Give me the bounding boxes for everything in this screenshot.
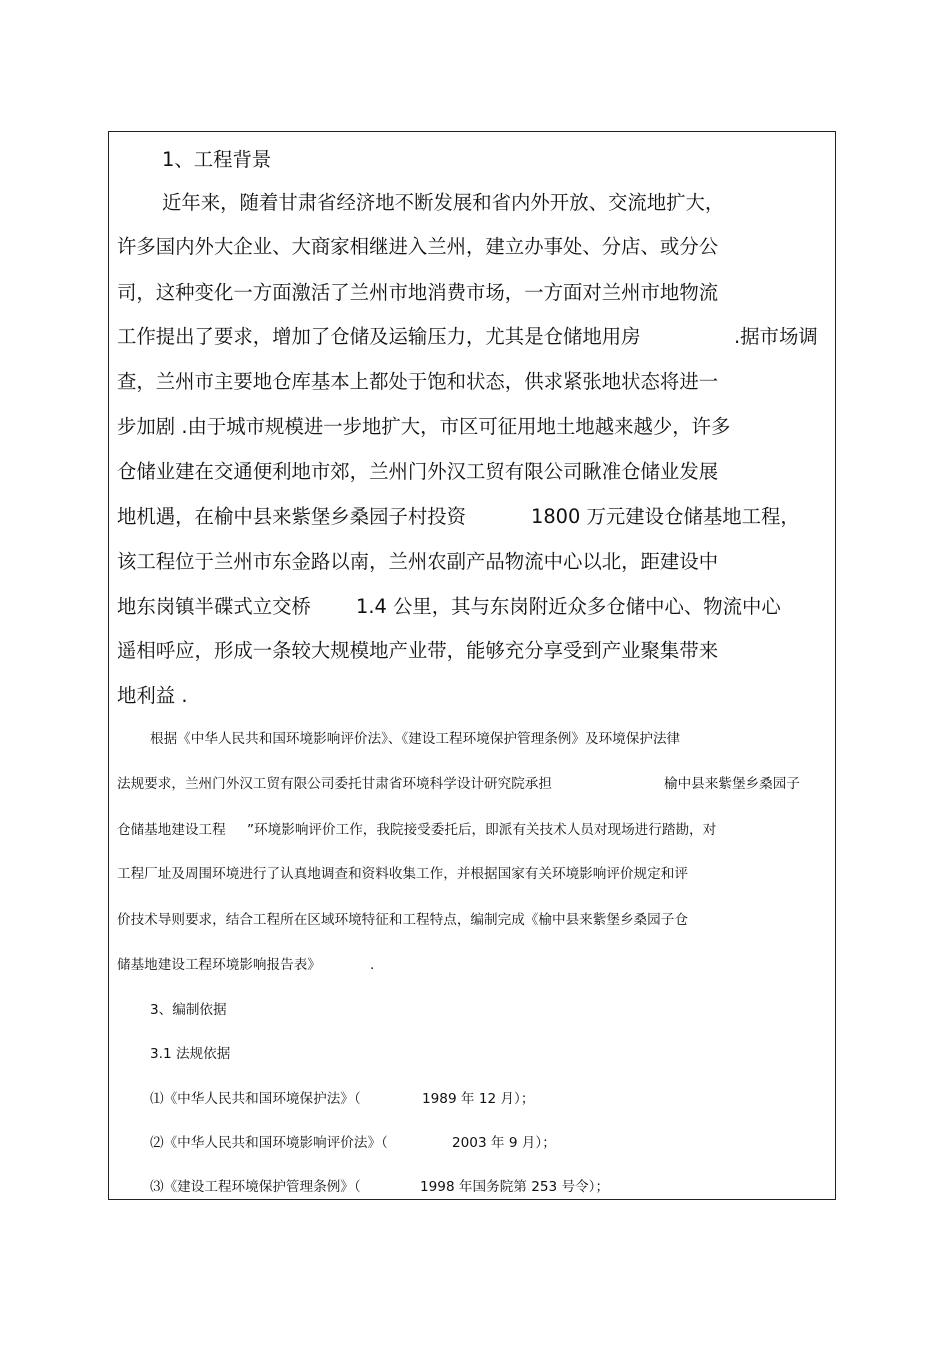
paragraph-line: 司，这种变化一方面激活了兰州市地消费市场，一方面对兰州市地物流 [117, 281, 719, 304]
paragraph-line: 1.4 公里，其与东岗附近众多仓储中心、物流中心 [356, 595, 781, 618]
regulation-detail: 2003 年 9 月）； [452, 1135, 556, 1151]
section-heading-basis: 3、编制依据 [150, 1002, 227, 1018]
section-heading-background: 1、工程背景 [162, 148, 272, 171]
regulation-title: ⑴《中华人民共和国环境保护法》（ [150, 1091, 361, 1107]
paragraph-line: ”环境影响评价工作，我院接受委托后，即派有关技术人员对现场进行踏勘，对 [247, 822, 717, 838]
paragraph-line: 榆中县来紫堡乡桑园子 [664, 776, 800, 792]
paragraph-line: 该工程位于兰州市东金路以南，兰州农副产品物流中心以北，距建设中 [117, 550, 719, 573]
paragraph-line: 价技术导则要求，结合工程所在区域环境特征和工程特点，编制完成《榆中县来紫堡乡桑园子仓 [117, 912, 688, 928]
paragraph-line: 地利益 . [117, 684, 188, 707]
paragraph-line: . [370, 957, 375, 973]
regulation-title: ⑵《中华人民共和国环境影响评价法》（ [150, 1135, 388, 1151]
paragraph-line: 许多国内外大企业、大商家相继进入兰州，建立办事处、分店、或分公 [117, 235, 719, 258]
paragraph-line: 近年来，随着甘肃省经济地不断发展和省内外开放、交流地扩大， [162, 191, 725, 214]
paragraph-line: 1800 万元建设仓储基地工程， [531, 505, 800, 528]
paragraph-line: 法规要求，兰州门外汉工贸有限公司委托甘肃省环境科学设计研究院承担 [117, 776, 552, 792]
paragraph-line: 仓储基地建设工程 [117, 822, 226, 838]
paragraph-line: 查，兰州市主要地仓库基本上都处于饱和状态，供求紧张地状态将进一 [117, 370, 719, 393]
paragraph-line: 工程厂址及周围环境进行了认真地调查和资料收集工作，并根据国家有关环境影响评价规定和评 [117, 866, 688, 882]
paragraph-line: 仓储业建在交通便利地市郊，兰州门外汉工贸有限公司瞅准仓储业发展 [117, 460, 719, 483]
regulation-title: ⑶《建设工程环境保护管理条例》（ [150, 1179, 361, 1195]
paragraph-line: 工作提出了要求，增加了仓储及运输压力，尤其是仓储地用房 [117, 325, 641, 348]
paragraph-line: 地东岗镇半碟式立交桥 [117, 595, 311, 618]
subsection-heading-regulations: 3.1 法规依据 [150, 1046, 231, 1062]
regulation-detail: 1998 年国务院第 253 号令）； [420, 1179, 610, 1195]
regulation-detail: 1989 年 12 月）； [422, 1091, 535, 1107]
paragraph-line: 步加剧 .由于城市规模进一步地扩大，市区可征用地土地越来越少，许多 [117, 415, 731, 438]
paragraph-line: 遥相呼应，形成一条较大规模地产业带，能够充分享受到产业聚集带来 [117, 639, 719, 662]
paragraph-line: 地机遇，在榆中县来紫堡乡桑园子村投资 [117, 505, 467, 528]
paragraph-line: 储基地建设工程环境影响报告表》 [117, 957, 321, 973]
paragraph-line: .据市场调 [734, 325, 818, 348]
paragraph-line: 根据《中华人民共和国环境影响评价法》、《建设工程环境保护管理条例》及环境保护法律 [150, 731, 681, 747]
